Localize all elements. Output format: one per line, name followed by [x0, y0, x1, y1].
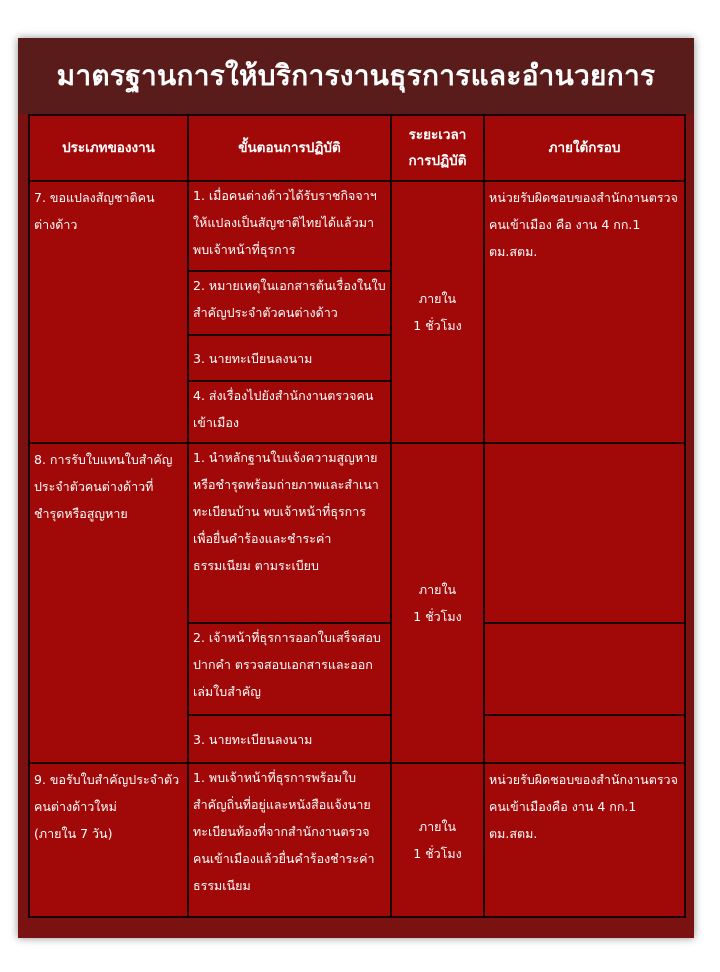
header-scope: ภายใต้กรอบ — [484, 115, 685, 181]
header-time — [391, 115, 484, 181]
row8-step3: 3. นายทะเบียนลงนาม — [188, 715, 391, 763]
row7-time — [391, 181, 484, 443]
row7-step3: 3. นายทะเบียนลงนาม — [188, 335, 391, 381]
row7-step2: 2. หมายเหตุในเอกสารต้นเรื่องในใบสำคัญประจำตัวคนต่างด้าว — [188, 271, 391, 335]
row7-time-line2: 1 ชั่วโมง — [413, 318, 462, 333]
row9-type-line2: (ภายใน 7 วัน) — [34, 826, 113, 841]
row8-time — [391, 443, 484, 763]
table-row — [29, 181, 685, 271]
table-row — [29, 443, 685, 623]
header-time-line1: ระยะเวลา — [408, 127, 467, 143]
row7-scope: หน่วยรับผิดชอบของสำนักงานตรวจคนเข้าเมือง คือ งาน 4 กก.1 ตม.สตม. — [484, 181, 685, 443]
row9-type — [29, 763, 188, 917]
row9-time — [391, 763, 484, 917]
row8-scope-empty-2 — [484, 623, 685, 715]
page-title: มาตรฐานการให้บริการงานธุรการและอำนวยการ — [18, 38, 694, 114]
row8-time-line2: 1 ชั่วโมง — [413, 609, 462, 624]
row7-step1: 1. เมื่อคนต่างด้าวได้รับราชกิจจาฯ ให้แปลงเป็นสัญชาติไทยได้แล้วมาพบเจ้าหน้าที่ธุรการ — [188, 181, 391, 271]
row7-type: 7. ขอแปลงสัญชาติคนต่างด้าว — [29, 181, 188, 443]
row8-step2: 2. เจ้าหน้าที่ธุรการออกใบเสร็จสอบปากคำ ตรวจสอบเอกสารและออกเล่มใบสำคัญ — [188, 623, 391, 715]
header-steps: ขั้นตอนการปฏิบัติ — [188, 115, 391, 181]
table-header-row — [29, 115, 685, 181]
document-frame — [18, 38, 694, 938]
row8-scope-empty-1 — [484, 443, 685, 623]
row7-time-line1: ภายใน — [418, 291, 457, 306]
header-type: ประเภทของงาน — [29, 115, 188, 181]
row9-time-line2: 1 ชั่วโมง — [413, 846, 462, 861]
table-row — [29, 763, 685, 917]
row8-step1: 1. นำหลักฐานใบแจ้งความสูญหาย หรือชำรุดพร้อมถ่ายภาพและสำเนาทะเบียนบ้าน พบเจ้าหน้าที่ธุรการ เพื่อยื่นคำร้องและชำระค่าธรรมเนียม ตามระเบียบ — [188, 443, 391, 623]
row9-type-line1: 9. ขอรับใบสำคัญประจำตัวคนต่างด้าวใหม่ — [34, 772, 180, 814]
header-time-line2: การปฏิบัติ — [408, 153, 467, 169]
row8-type: 8. การรับใบแทนใบสำคัญประจำตัวคนต่างด้าวที่ชำรุดหรือสูญหาย — [29, 443, 188, 763]
row8-time-line1: ภายใน — [418, 582, 457, 597]
row9-scope: หน่วยรับผิดชอบของสำนักงานตรวจคนเข้าเมืองคือ งาน 4 กก.1 ตม.สตม. — [484, 763, 685, 917]
row9-step1: 1. พบเจ้าหน้าที่ธุรการพร้อมใบสำคัญถิ่นที่อยู่และหนังสือแจ้งนายทะเบียนท้องที่จากสำนักงานตรวจคนเข้าเมืองแล้วยื่นคำร้องชำระค่าธรรมเนียม — [188, 763, 391, 917]
row9-time-line1: ภายใน — [418, 819, 457, 834]
row8-scope-empty-3 — [484, 715, 685, 763]
row7-step4: 4. ส่งเรื่องไปยังสำนักงานตรวจคนเข้าเมือง — [188, 381, 391, 443]
service-standards-table — [28, 114, 686, 918]
